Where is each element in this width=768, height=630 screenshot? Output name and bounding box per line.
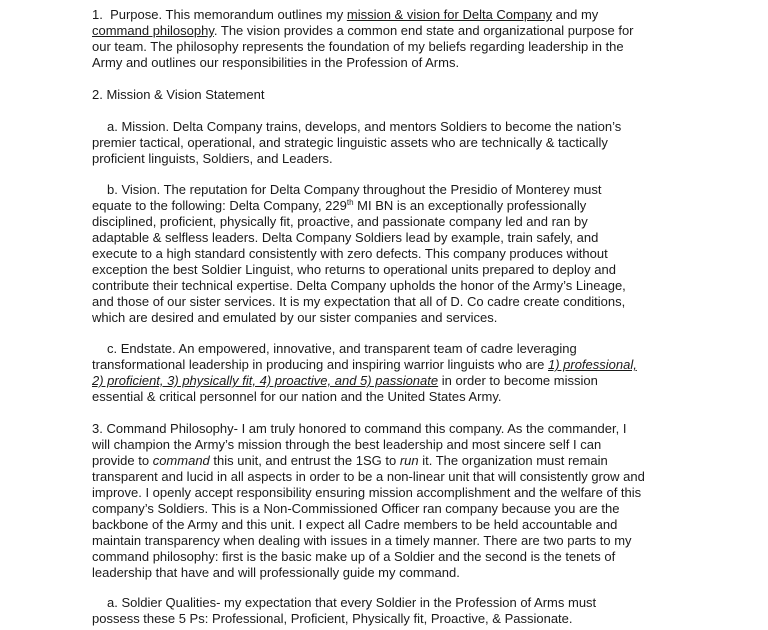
vision-paragraph [92,182,626,326]
qualities-line-1: a. Soldier Qualities- my expectation that every Soldier in the Profession of Arms must [107,595,597,610]
vision-line-4: adaptable & selfless leaders. Delta Company Soldiers lead by example, train safely, and [92,230,599,245]
command-line-10: leadership that have and will professionally guide my command. [92,565,460,580]
vision-line-1: b. Vision. The reputation for Delta Company throughout the Presidio of Monterey must [107,182,602,197]
command-line-3: provide to command this unit, and entrust the 1SG to run it. The organization must remain [92,453,608,468]
mission-vision-link: mission & vision for Delta Company [346,7,553,22]
endstate-line-3: 2) proficient, 3) physically fit, 4) proactive, and 5) passionate in order to become mission [92,373,598,388]
purpose-line-1: 1. Purpose. This memorandum outlines my mission & vision for Delta Company and my [92,7,599,22]
vision-line-2: equate to the following: Delta Company, 229th MI BN is an exceptionally professionally [92,198,587,213]
endstate-line-4: essential & critical personnel for our nation and the United States Army. [92,389,502,404]
command-line-2: will champion the Army’s mission through the best leadership and most sincere self I can [92,437,602,452]
endstate-paragraph [92,341,637,405]
command-line-9: command philosophy: first is the basic make up of a Soldier and the second is the tenets of [92,549,616,564]
vision-line-7: contribute their technical expertise. Delta Company upholds the honor of the Army’s Lineage, [92,278,626,293]
mission-line-2: premier tactical, operational, and strategic linguistic assets who are technically & tactically [92,135,608,150]
command-line-8: maintain transparency when dealing with issues in a timely manner. There are two parts to my [92,533,632,548]
mission-line-3: proficient linguists, Soldiers, and Leaders. [92,151,333,166]
command-line-7: backbone of the Army and this unit. I expect all Cadre members to be held accountable and [92,517,618,532]
purpose-heading: Purpose. [110,7,163,22]
command-philosophy-paragraph [92,421,645,581]
command-philosophy-link: command philosophy [92,23,214,38]
endstate-qualities-emphasis-cont: 2) proficient, 3) physically fit, 4) proactive, and 5) passionate [92,373,439,388]
vision-line-9: which are desired and emulated by our sister companies and services. [92,310,498,325]
vision-line-8: and those of our sister services. It is my expectation that all of D. Co cadre create conditions, [92,294,626,309]
vision-line-5: execute to a high standard consistently with zero defects. This company produces without [92,246,608,261]
command-line-4: transparent and lucid in all aspects in order to be a non-linear unit that will consistently grow and [92,469,645,484]
mission-vision-heading: 2. Mission & Vision Statement [92,87,265,102]
mission-paragraph [92,119,621,167]
soldier-qualities-paragraph [92,595,596,627]
ordinal-superscript: th [346,198,354,207]
command-line-6: company’s Soldiers. This is a Non-Commissioned Officer ran company because you are the [92,501,620,516]
command-line-5: improve. I openly accept responsibility ensuring mission accomplishment and the welfare of this [92,485,642,500]
command-line-1: 3. Command Philosophy- I am truly honored to command this company. As the commander, I [92,421,627,436]
purpose-line-4: Army and outlines our responsibilities in the Profession of Arms. [92,55,460,70]
vision-line-3: disciplined, proficient, physically fit, proactive, and passionate company led and ran by [92,214,588,229]
mission-line-1: a. Mission. Delta Company trains, develops, and mentors Soldiers to become the nation’s [107,119,622,134]
purpose-paragraph [92,7,634,71]
endstate-qualities-emphasis: 1) professional, [547,357,637,372]
endstate-line-1: c. Endstate. An empowered, innovative, and transparent team of cadre leveraging [107,341,577,356]
purpose-line-2: command philosophy. The vision provides a common end state and organizational purpose for [92,23,634,38]
endstate-line-2: transformational leadership in producing and inspiring warrior linguists who are 1) professional, [92,357,637,372]
vision-line-6: exception the best Soldier Linguist, who returns to operational units prepared to deploy and [92,262,616,277]
purpose-line-3: our team. The philosophy represents the foundation of my beliefs regarding leadership in the [92,39,624,54]
qualities-line-2: possess these 5 Ps: Professional, Proficient, Physically fit, Proactive, & Passionate. [92,611,573,626]
